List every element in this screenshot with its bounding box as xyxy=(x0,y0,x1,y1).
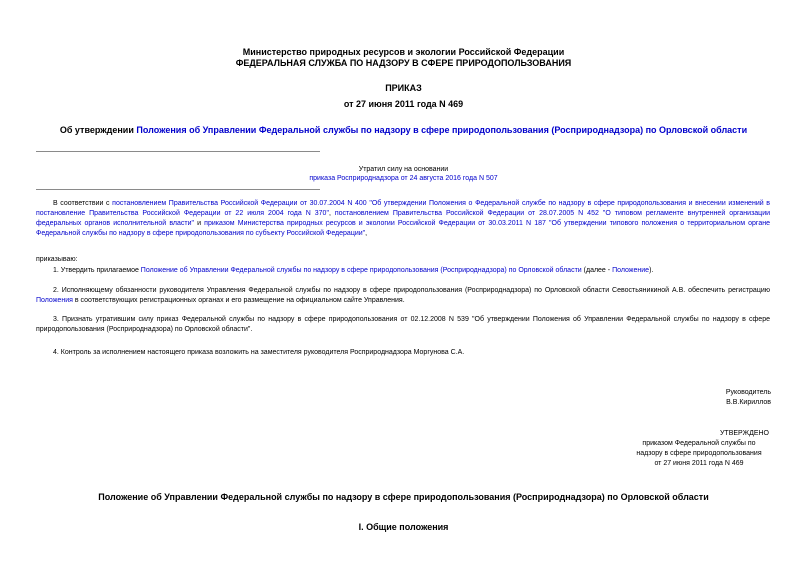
ministry-name: Министерство природных ресурсов и экологии Российской Федерации xyxy=(242,47,565,57)
preamble-text: и xyxy=(193,220,205,227)
signatory-name: В.В.Кириллов xyxy=(726,399,771,406)
section-title: I. Общие положения xyxy=(358,522,449,532)
repeal-note: Утратил силу на основании xyxy=(358,166,449,173)
item-text: (далее - xyxy=(581,267,613,274)
item-text: 1. Утвердить прилагаемое xyxy=(53,267,141,274)
item-text: 2. Исполняющему обязанности руководителя Управления Федеральной службы по надзору в сфере природопользования (Росприроднадзора) по Орловской области Севостьяникиной А.В. обеспечить регистрацию xyxy=(53,287,770,294)
preamble-text: , xyxy=(365,230,368,237)
order-item-1 xyxy=(36,266,770,276)
regulation-title: Положение об Управлении Федеральной службы по надзору в сфере природопользования (Росприроднадзора) по Орловской области xyxy=(98,492,709,502)
order-item-2 xyxy=(36,286,770,306)
item-text: в соответствующих регистрационных органах и его размещение на официальном сайте Управления. xyxy=(72,297,405,304)
regulation-short-link[interactable]: Положение xyxy=(612,267,650,274)
order-187-link[interactable]: приказом Министерства природных ресурсов и экологии Российской Федерации от 30.03.2011 N 187 "Об утверждении типового положения о территориальном органе Федеральной службы по надзору в сфере природопользования по субъекту Российской Федерации" xyxy=(36,220,770,237)
preamble-paragraph xyxy=(36,199,770,239)
document-title xyxy=(40,125,767,135)
divider-bottom xyxy=(36,189,320,190)
service-name: ФЕДЕРАЛЬНАЯ СЛУЖБА ПО НАДЗОРУ В СФЕРЕ ПРИРОДОПОЛЬЗОВАНИЯ xyxy=(235,58,572,68)
orders-word: приказываю: xyxy=(36,256,78,263)
preamble-text: В соответствии с xyxy=(53,200,113,207)
document-title-prefix: Об утверждении xyxy=(59,125,137,135)
divider-top xyxy=(36,151,320,152)
regulation-link[interactable]: Положение об Управлении Федеральной службы по надзору в сфере природопользования (Росприроднадзора) по Орловской области xyxy=(140,267,582,274)
order-item-3: 3. Признать утратившим силу приказ Федеральной службы по надзору в сфере природопользования от 02.12.2008 N 539 "Об утверждении Положения об Управлении Федеральной службы по надзору в сфере природопользования (Росприроднадзора) по Орловской области". xyxy=(36,316,770,333)
approval-heading: УТВЕРЖДЕНО xyxy=(719,430,769,437)
signatory-position: Руководитель xyxy=(725,389,771,396)
signature-block xyxy=(726,388,771,408)
item-text: ). xyxy=(649,267,654,274)
regulation-link[interactable]: Положения об Управлении Федеральной службы по надзору в сфере природопользования (Росприроднадзора) по Орловской области xyxy=(136,125,748,135)
approval-block xyxy=(629,429,769,469)
order-item-4: 4. Контроль за исполнением настоящего приказа возложить на заместителя руководителя Росприроднадзора Моргунова С.А. xyxy=(53,349,465,356)
repeal-order-link[interactable]: приказа Росприроднадзора от 24 августа 2016 года N 507 xyxy=(309,175,498,182)
decree-400-link[interactable]: постановлением Правительства Российской Федерации от 30.07.2004 N 400 "Об утверждении Положения о Федеральной службе по надзору в сфере природопользования и внесении изменений в постановление Правительства Российской Федерации от 22 июля 2004 года N 370" xyxy=(36,200,770,217)
order-date: от 27 июня 2011 года N 469 xyxy=(343,99,464,109)
approval-line: приказом Федеральной службы по xyxy=(642,440,756,447)
regulation-short-link[interactable]: Положения xyxy=(36,297,73,304)
approval-line: от 27 июня 2011 года N 469 xyxy=(654,460,744,467)
approval-line: надзору в сфере природопользования xyxy=(636,450,762,457)
decree-452-link[interactable]: постановлением Правительства Российской Федерации от 28.07.2005 N 452 "О типовом регламенте внутренней организации федеральных органов исполнительной власти" xyxy=(36,210,771,227)
order-heading: ПРИКАЗ xyxy=(385,83,422,93)
preamble-text: , xyxy=(328,210,335,217)
